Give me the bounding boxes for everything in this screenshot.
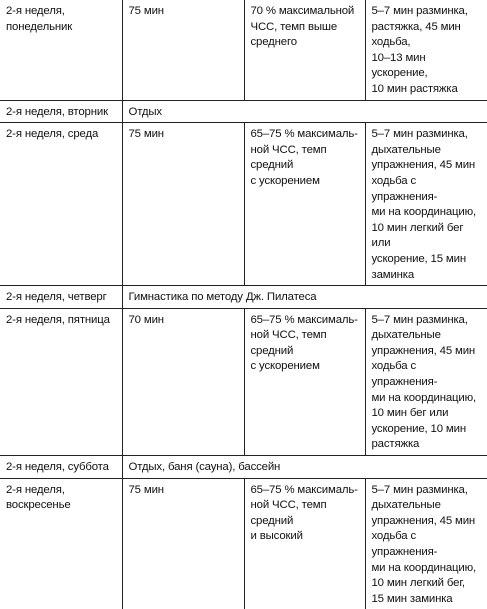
table-row bbox=[0, 0, 487, 100]
table-row bbox=[0, 286, 487, 309]
day-cell: 2-я неделя, понедельник bbox=[0, 0, 122, 100]
table-row bbox=[0, 456, 487, 479]
day-cell: 2-я неделя, четверг bbox=[0, 286, 122, 309]
content-cell: 5–7 мин разминка, дыхательные упражнения, 45 мин ходьба с упражнения- ми на координацию, 10 мин легкий бег или ускорение, 15 мин заминка bbox=[365, 123, 487, 286]
content-cell: 5–7 мин разминка, дыхательные упражнения, 45 мин ходьба с упражнения- ми на координацию, 10 мин легкий бег, 15 мин заминка bbox=[365, 478, 487, 609]
content-cell: 5–7 мин разминка, дыхательные упражнения, 45 мин ходьба с упражнения- ми на координацию, 10 мин бег или ускорение, 10 мин растяжка bbox=[365, 308, 487, 455]
intensity-cell: 65–75 % максималь- ной ЧСС, темп средний с ускорением bbox=[244, 123, 365, 286]
intensity-cell: 65–75 % максималь- ной ЧСС, темп средний и высокий bbox=[244, 478, 365, 609]
activity-cell: Отдых, баня (сауна), бассейн bbox=[122, 456, 487, 479]
duration-cell: 70 мин bbox=[122, 308, 244, 455]
duration-cell: 75 мин bbox=[122, 123, 244, 286]
day-cell: 2-я неделя, воскресенье bbox=[0, 478, 122, 609]
intensity-cell: 65–75 % максималь- ной ЧСС, темп средний с ускорением bbox=[244, 308, 365, 455]
day-cell: 2-я неделя, суббота bbox=[0, 456, 122, 479]
day-cell: 2-я неделя, среда bbox=[0, 123, 122, 286]
duration-cell: 75 мин bbox=[122, 478, 244, 609]
intensity-cell: 70 % максимальной ЧСС, темп выше среднего bbox=[244, 0, 365, 100]
table-row bbox=[0, 100, 487, 123]
table-row bbox=[0, 308, 487, 455]
table-row bbox=[0, 123, 487, 286]
day-cell: 2-я неделя, пятница bbox=[0, 308, 122, 455]
activity-cell: Отдых bbox=[122, 100, 487, 123]
content-cell: 5–7 мин разминка, растяжка, 45 мин ходьба, 10–13 мин ускорение, 10 мин растяжка bbox=[365, 0, 487, 100]
day-cell: 2-я неделя, вторник bbox=[0, 100, 122, 123]
duration-cell: 75 мин bbox=[122, 0, 244, 100]
table-row bbox=[0, 478, 487, 609]
activity-cell: Гимнастика по методу Дж. Пилатеса bbox=[122, 286, 487, 309]
